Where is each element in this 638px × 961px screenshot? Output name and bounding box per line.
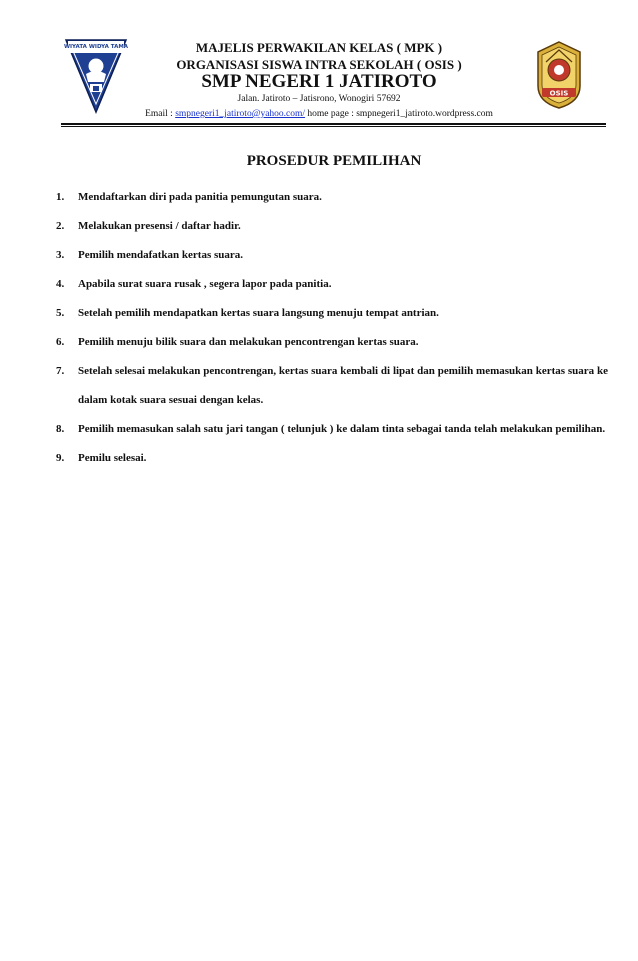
header-mpk: MAJELIS PERWAKILAN KELAS ( MPK ) bbox=[195, 40, 443, 55]
letterhead bbox=[0, 0, 638, 130]
item-number: 4. bbox=[56, 278, 65, 290]
document-title: PROSEDUR PEMILIHAN bbox=[246, 153, 422, 169]
header-divider-thick bbox=[61, 123, 606, 125]
item-text: Melakukan presensi / daftar hadir. bbox=[78, 220, 241, 232]
homepage-text: home page : smpnegeri1_jatiroto.wordpress.com bbox=[305, 109, 493, 119]
school-address: Jalan. Jatiroto – Jatisrono, Wonogiri 57692 bbox=[237, 94, 401, 104]
osis-logo-icon bbox=[534, 40, 584, 110]
item-text: Mendaftarkan diri pada panitia pemungutan suara. bbox=[78, 191, 322, 203]
item-number: 8. bbox=[56, 423, 65, 435]
list-item bbox=[56, 183, 608, 212]
list-item bbox=[56, 299, 608, 328]
list-item bbox=[56, 328, 608, 357]
header-divider-thin bbox=[61, 126, 606, 127]
item-text: Pemilih mendafatkan kertas suara. bbox=[78, 249, 243, 261]
list-item bbox=[56, 357, 608, 415]
contact-line bbox=[0, 109, 638, 119]
email-link[interactable]: smpnegeri1_jatiroto@yahoo.com/ bbox=[175, 109, 306, 119]
item-number: 2. bbox=[56, 220, 65, 232]
list-item bbox=[56, 241, 608, 270]
item-text: Setelah pemilih mendapatkan kertas suara langsung menuju tempat antrian. bbox=[78, 307, 439, 319]
school-name: SMP NEGERI 1 JATIROTO bbox=[201, 71, 437, 92]
item-text: Pemilih memasukan salah satu jari tangan ( telunjuk ) ke dalam tinta sebagai tanda telah melakukan pemilihan. bbox=[78, 423, 606, 435]
item-number: 7. bbox=[56, 365, 65, 377]
item-text: Apabila surat suara rusak , segera lapor pada panitia. bbox=[78, 278, 332, 290]
item-number: 9. bbox=[56, 452, 65, 464]
list-item bbox=[56, 270, 608, 299]
item-number: 6. bbox=[56, 336, 65, 348]
osis-logo-text: OSIS bbox=[549, 89, 569, 98]
item-text: Setelah selesai melakukan pencontrengan, kertas suara kembali di lipat dan pemilih memasukan kertas suara ke dalam kotak suara sesuai dengan kelas. bbox=[78, 365, 608, 406]
item-number: 1. bbox=[56, 191, 65, 203]
procedure-list bbox=[56, 183, 608, 473]
item-number: 3. bbox=[56, 249, 65, 261]
list-item bbox=[56, 212, 608, 241]
item-number: 5. bbox=[56, 307, 65, 319]
email-label: Email : bbox=[145, 109, 176, 119]
emblem-text: WIYATA WIDYA TAMA bbox=[64, 44, 128, 50]
header-osis: ORGANISASI SISWA INTRA SEKOLAH ( OSIS ) bbox=[176, 57, 462, 72]
item-text: Pemilih menuju bilik suara dan melakukan pencontrengan kertas suara. bbox=[78, 336, 419, 348]
list-item bbox=[56, 444, 608, 473]
item-text: Pemilu selesai. bbox=[78, 452, 147, 464]
list-item bbox=[56, 415, 608, 444]
